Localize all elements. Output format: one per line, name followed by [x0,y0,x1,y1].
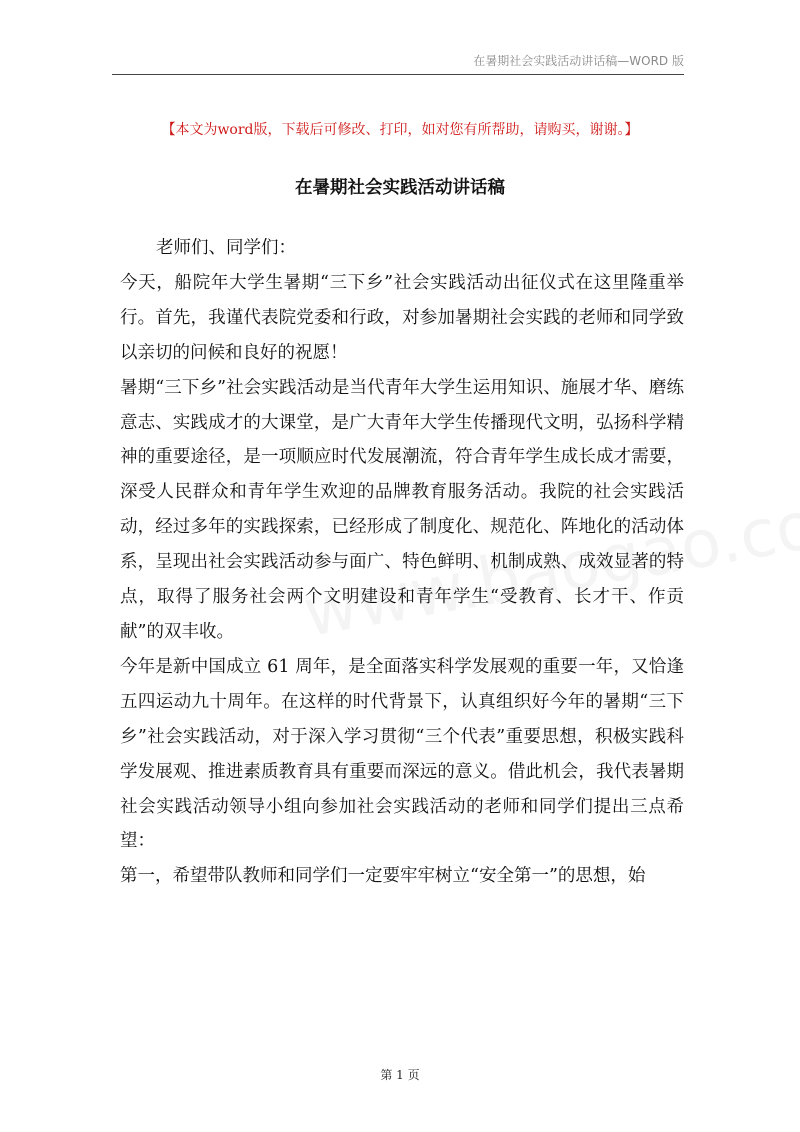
document-body [120,231,684,894]
running-header: 在暑期社会实践活动讲话稿—WORD 版 [473,54,684,68]
header-rule [112,74,684,75]
page-number: 第 1 页 [380,1068,420,1082]
salutation: 老师们、同学们： [156,238,296,258]
paragraph-2: 暑期“三下乡”社会实践活动是当代青年大学生运用知识、施展才华、磨练意志、实践成才的大课堂，是广大青年大学生传播现代文明，弘扬科学精神的重要途径，是一项顺应时代发展潮流，符合青年学生成长成才需要，深受人民群众和青年学生欢迎的品牌教育服务活动。我院的社会实践活动，经过多年的实践探索，已经形成了制度化、规范化、阵地化的活动体系，呈现出社会实践活动参与面广、特色鲜明、机制成熟、成效显著的特点，取得了服务社会两个文明建设和青年学生“受教育、长才干、作贡献”的双丰收。 [120,377,684,642]
document-title: 在暑期社会实践活动讲话稿 [295,178,505,198]
paragraph-1: 今天，船院年大学生暑期“三下乡”社会实践活动出征仪式在这里隆重举行。首先，我谨代表院党委和行政，对参加暑期社会实践的老师和同学致以亲切的问候和良好的祝愿！ [120,272,684,363]
paragraph-4: 第一，希望带队教师和同学们一定要牢牢树立“安全第一”的思想，始 [120,866,646,887]
paragraph-3: 今年是新中国成立 61 周年，是全面落实科学发展观的重要一年，又恰逢五四运动九十周年。在这样的时代背景下，认真组织好今年的暑期“三下乡”社会实践活动，对于深入学习贯彻“三个代表”重要思想，积极实践科学发展观、推进素质教育具有重要而深远的意义。借此机会，我代表暑期社会实践活动领导小组向参加社会实践活动的老师和同学们提出三点希望： [120,656,684,852]
purchase-notice: 【本文为word版，下载后可修改、打印，如对您有所帮助，请购买，谢谢。】 [161,122,639,138]
